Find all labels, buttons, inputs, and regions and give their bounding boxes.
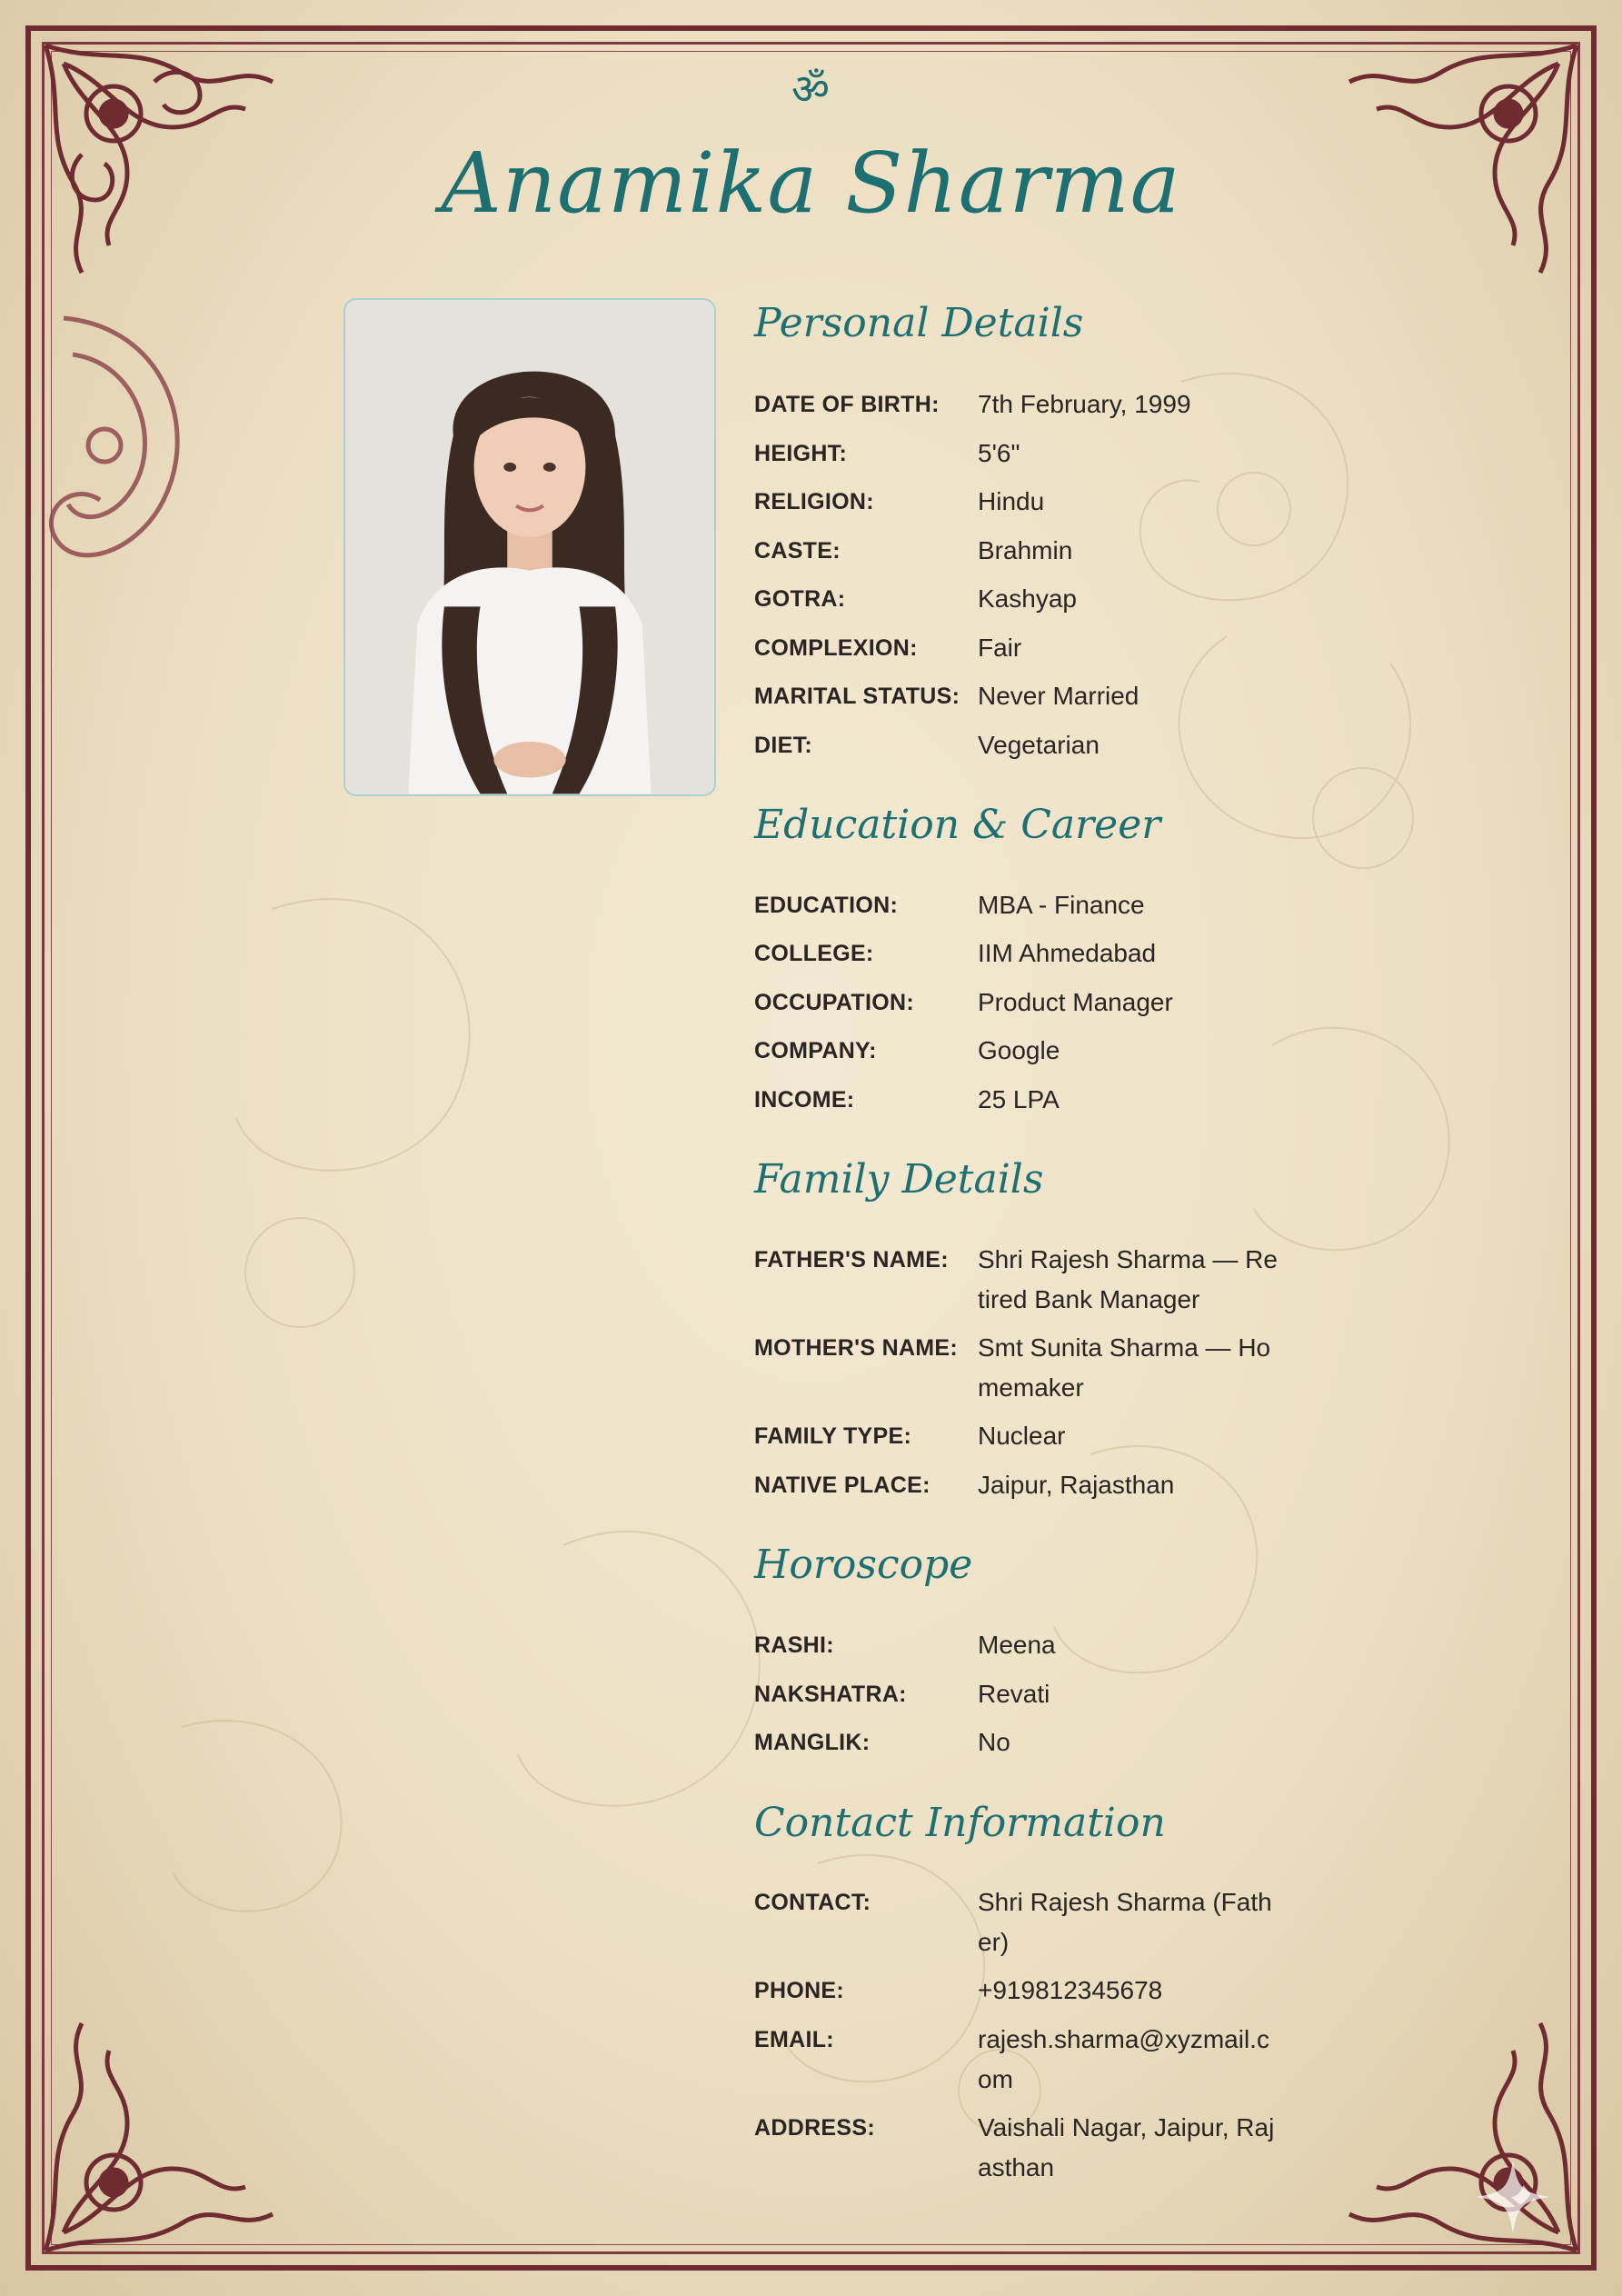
detail-label: COMPANY:	[754, 1038, 877, 1063]
detail-value: Fair	[978, 634, 1022, 662]
detail-value: Kashyap	[978, 584, 1077, 613]
detail-label: OCCUPATION:	[754, 990, 914, 1015]
detail-label: CASTE:	[754, 538, 841, 564]
detail-label: FAMILY TYPE:	[754, 1423, 912, 1449]
portrait-illustration	[345, 300, 714, 794]
detail-value: Nuclear	[978, 1422, 1066, 1450]
detail-label: COMPLEXION:	[754, 635, 918, 661]
detail-value: Brahmin	[978, 536, 1073, 564]
detail-label: HEIGHT:	[754, 441, 848, 466]
detail-label: DATE OF BIRTH:	[754, 392, 940, 417]
detail-value: No	[978, 1728, 1010, 1756]
detail-value: Google	[978, 1036, 1060, 1064]
detail-value: Shri Rajesh Sharma (Father)	[978, 1888, 1272, 1956]
detail-label: NAKSHATRA:	[754, 1682, 907, 1707]
detail-value: Vegetarian	[978, 731, 1100, 759]
detail-value: 7th February, 1999	[978, 390, 1191, 418]
detail-label: INCOME:	[754, 1087, 855, 1113]
detail-label: MANGLIK:	[754, 1730, 871, 1755]
detail-value: Meena	[978, 1631, 1056, 1659]
detail-label: DIET:	[754, 733, 812, 758]
detail-label: RELIGION:	[754, 489, 874, 514]
section-title-contact: Contact Information	[754, 1800, 1166, 1846]
om-symbol: ॐ	[791, 65, 830, 114]
detail-value: +919812345678	[978, 1976, 1163, 2004]
detail-value: Never Married	[978, 682, 1139, 710]
detail-label: EMAIL:	[754, 2027, 834, 2052]
detail-value: MBA - Finance	[978, 891, 1145, 919]
detail-value: Jaipur, Rajasthan	[978, 1471, 1175, 1499]
detail-label: ADDRESS:	[754, 2115, 875, 2141]
detail-value: Smt Sunita Sharma — Homemaker	[978, 1333, 1271, 1402]
detail-label: PHONE:	[754, 1978, 845, 2003]
detail-value: Revati	[978, 1680, 1050, 1708]
detail-value: rajesh.sharma@xyzmail.com	[978, 2025, 1269, 2093]
corner-ornament-bottom-left	[27, 1960, 354, 2269]
section-title-family: Family Details	[754, 1156, 1044, 1203]
section-title-education: Education & Career	[754, 802, 1161, 848]
detail-label: NATIVE PLACE:	[754, 1472, 930, 1498]
profile-photo	[343, 298, 716, 796]
detail-label: RASHI:	[754, 1632, 834, 1658]
detail-value: IIM Ahmedabad	[978, 939, 1157, 967]
detail-value: Hindu	[978, 487, 1045, 515]
detail-label: EDUCATION:	[754, 893, 899, 918]
sparkle-icon	[1472, 2156, 1554, 2238]
detail-label: FATHER'S NAME:	[754, 1247, 949, 1273]
detail-label: GOTRA:	[754, 586, 846, 612]
detail-label: MOTHER'S NAME:	[754, 1335, 959, 1361]
detail-value: 25 LPA	[978, 1085, 1060, 1113]
detail-label: COLLEGE:	[754, 941, 874, 966]
profile-name: Anamika Sharma	[441, 135, 1181, 232]
section-title-horoscope: Horoscope	[754, 1542, 973, 1588]
detail-value: Vaishali Nagar, Jaipur, Rajasthan	[978, 2113, 1275, 2181]
detail-label: MARITAL STATUS:	[754, 684, 960, 709]
detail-label: CONTACT:	[754, 1890, 871, 1915]
paisley-ornament-left	[36, 300, 200, 609]
section-title-personal: Personal Details	[754, 300, 1084, 346]
detail-value: Product Manager	[978, 988, 1173, 1016]
detail-value: 5'6"	[978, 439, 1020, 467]
detail-value: Shri Rajesh Sharma — Retired Bank Manager	[978, 1245, 1278, 1313]
